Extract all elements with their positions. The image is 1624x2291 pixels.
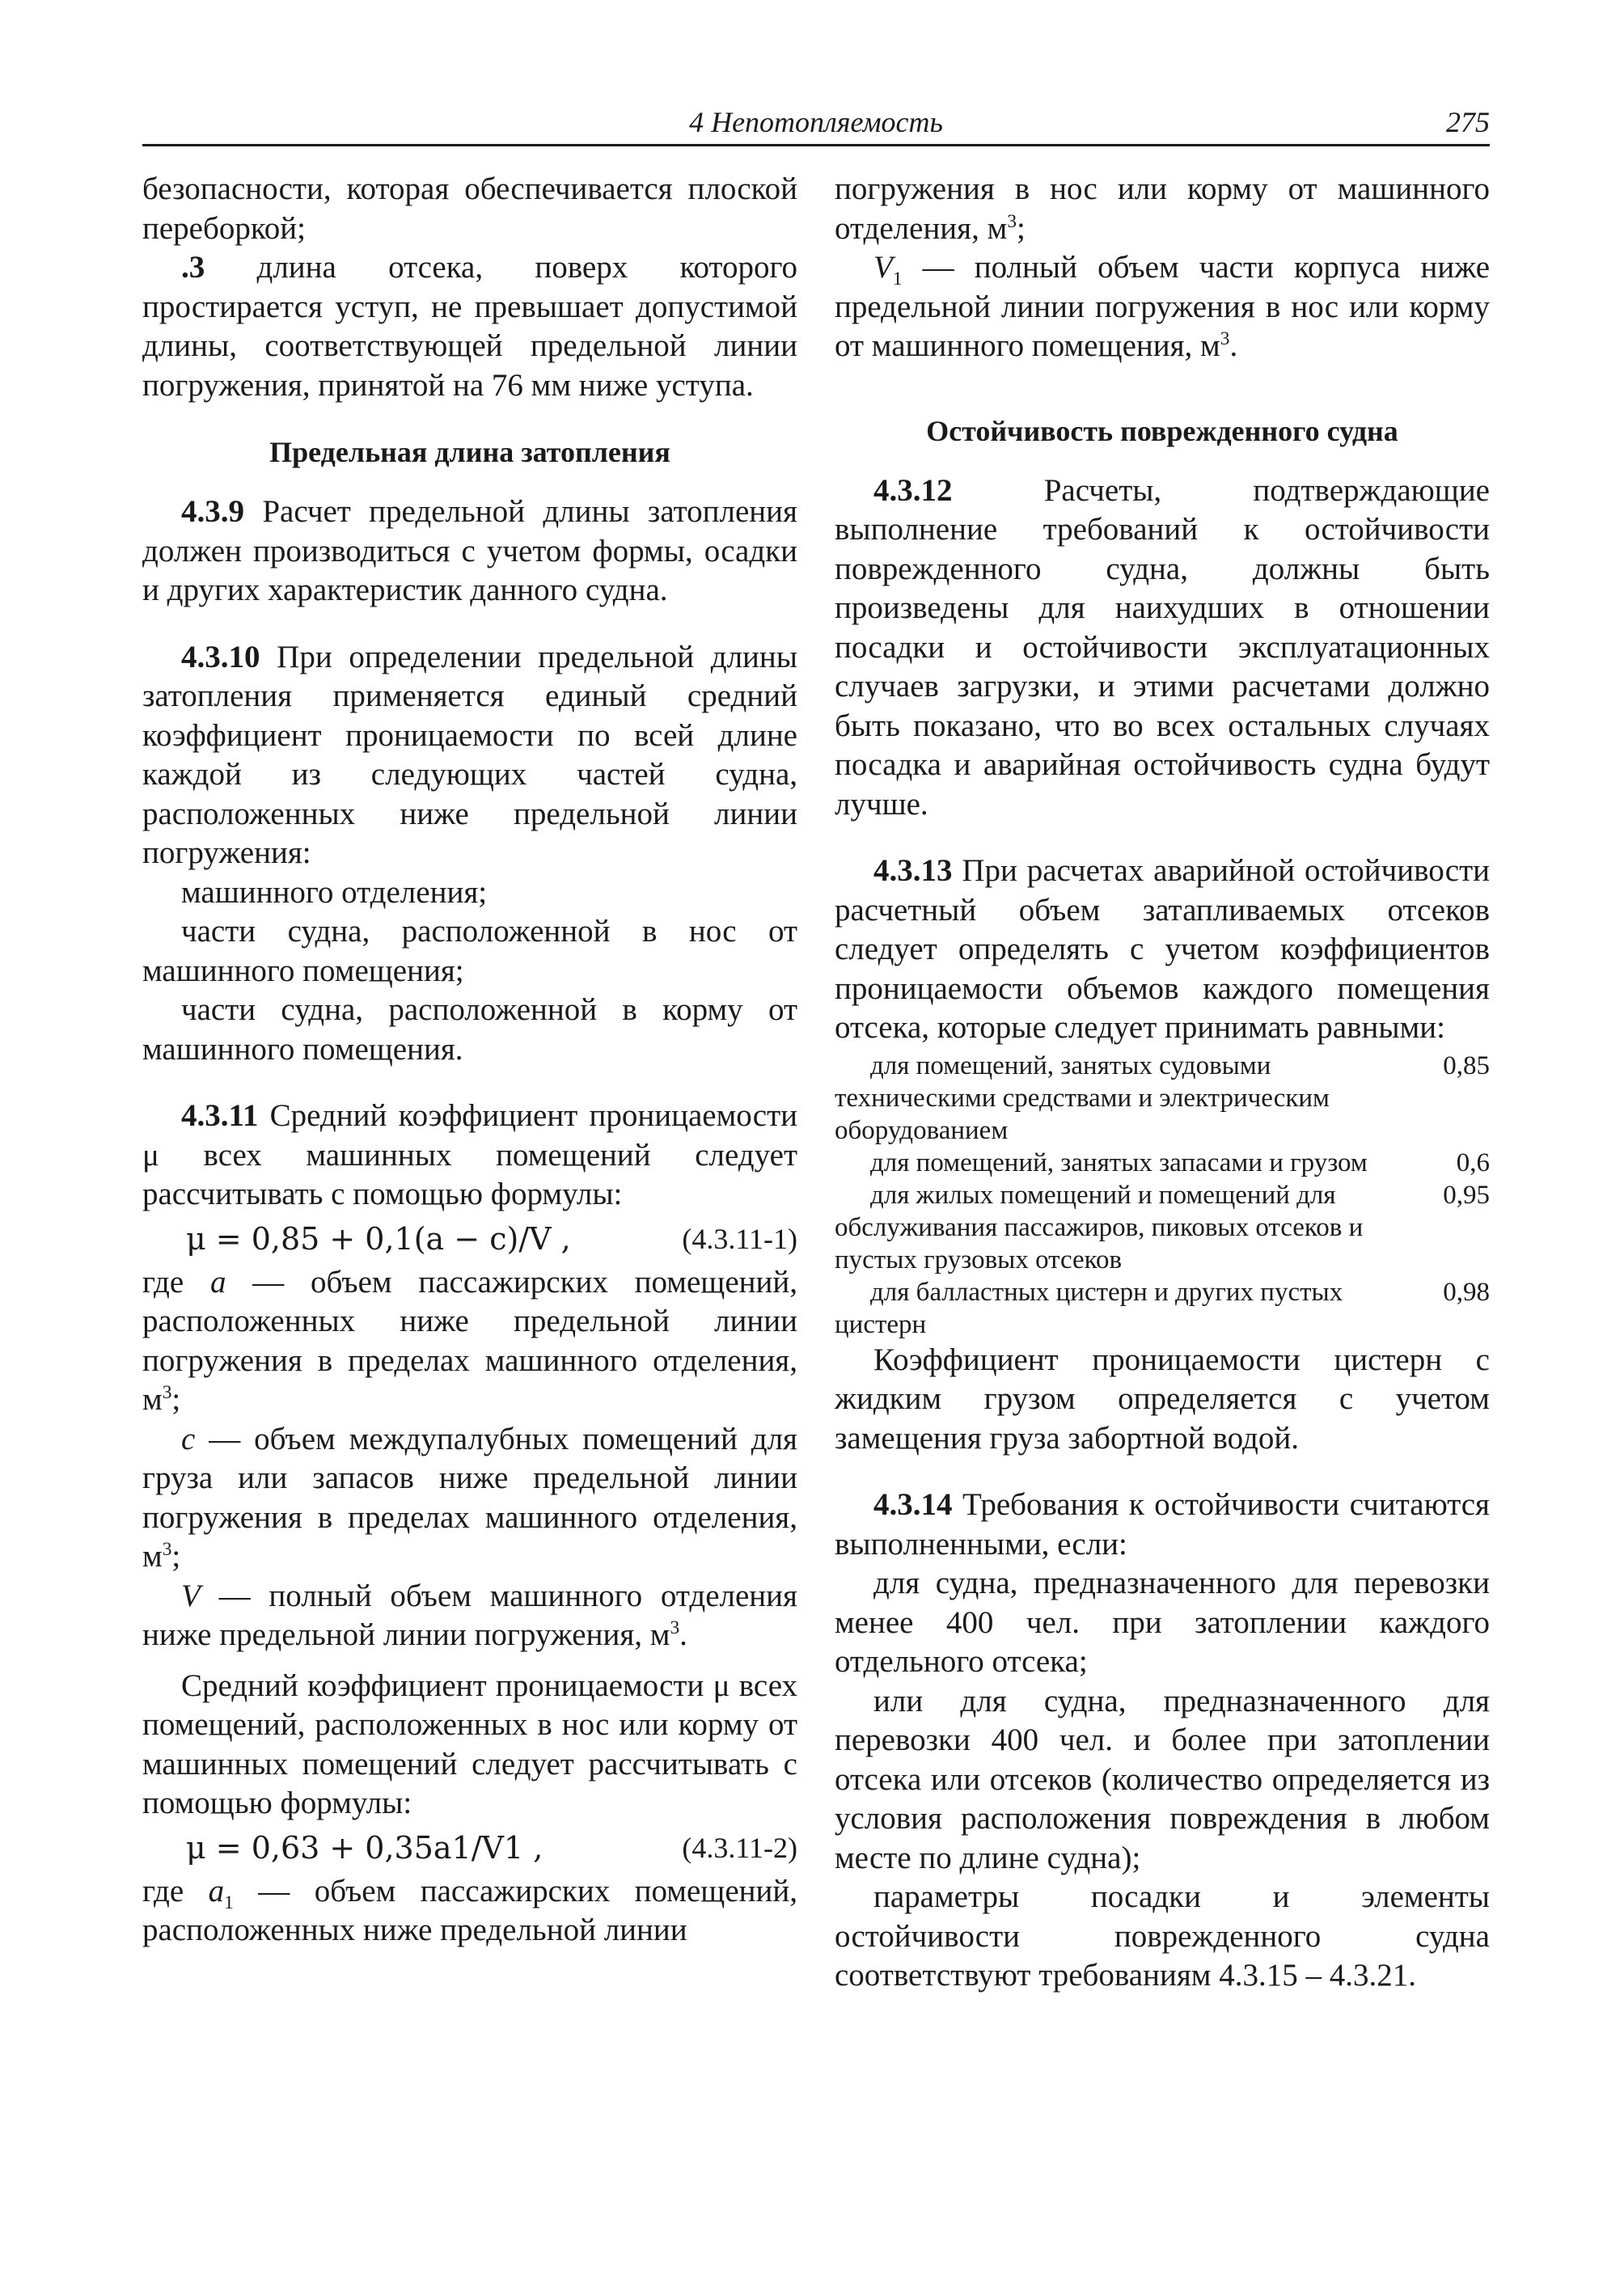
- definition-c: c — объем междупалубных помещений для груза или запасов ниже предельной линии погружения в пределах машинного отделения, $м^3$;: [142, 1421, 797, 1574]
- section-heading-flood-length: Предельная длина затопления: [269, 436, 670, 468]
- running-title: 4 Непотопляемость: [689, 106, 943, 138]
- list-item: части судна, расположенной в корму от машинного помещения.: [142, 992, 797, 1067]
- definition-v1: $V_1$ — полный объем части корпуса ниже предельной линии погружения в нос или корму от машинного помещения, $м^3$.: [835, 250, 1490, 363]
- formula-4-3-11-2: μ = 0,63 + 0,35a1/V1 , (4.3.11-2): [186, 1829, 797, 1866]
- paragraph: безопасности, которая обеспечивается плоской переборкой;: [142, 171, 797, 246]
- clause-4-3-9: 4.3.9 Расчет предельной длины затопления должен производиться с учетом формы, осадки и других характеристик данного судна.: [142, 494, 797, 607]
- formula-4-3-11-1: μ = 0,85 + 0,1(a − c)/V , (4.3.11-1): [186, 1220, 797, 1257]
- left-column: [142, 170, 797, 1951]
- list-item-3: .3 длина отсека, поверх которого простирается уступ, не превышает допустимой длины, соответствующей предельной линии погружения, принятой на 76 мм ниже уступа.: [142, 250, 797, 403]
- table-row: для помещений, занятых судовыми техническими средствами и электрическим оборудованием 0,85: [835, 1050, 1490, 1145]
- clause-4-3-13: 4.3.13 При расчетах аварийной остойчивости расчетный объем затапливаемых отсеков следует определять с учетом коэффициентов проницаемости объемов каждого помещения отсека, которые следует принимать равными:: [835, 853, 1490, 1045]
- page-number: 275: [1446, 106, 1490, 138]
- table-row: для балластных цистерн и других пустых цистерн 0,98: [835, 1277, 1490, 1339]
- paragraph-mean-coefficient: Средний коэффициент проницаемости μ всех помещений, расположенных в нос или корму от машинных помещений следует рассчитывать с помощью формулы:: [142, 1668, 797, 1820]
- section-heading-damaged-stability: Остойчивость поврежденного судна: [926, 414, 1398, 447]
- right-column: [835, 170, 1490, 1996]
- paragraph-tank-coefficient: Коэффициент проницаемости цистерн с жидким грузом определяется с учетом замещения груза забортной водой.: [835, 1342, 1490, 1456]
- definition-a: где a — объем пассажирских помещений, расположенных ниже предельной линии погружения в пределах машинного отделения, $м^3$;: [142, 1264, 797, 1417]
- clause-4-3-14: 4.3.14 Требования к остойчивости считаются выполненными, если:: [835, 1487, 1490, 1562]
- list-item: машинного отделения;: [181, 874, 488, 910]
- condition-item: параметры посадки и элементы остойчивости поврежденного судна соответствуют требованиям 4.3.15 – 4.3.21.: [835, 1879, 1490, 1993]
- paragraph: погружения в нос или корму от машинного отделения, $м^3$;: [835, 171, 1490, 246]
- clause-4-3-11: 4.3.11 Средний коэффициент проницаемости μ всех машинных помещений следует рассчитывать с помощью формулы:: [142, 1098, 797, 1211]
- condition-item: для судна, предназначенного для перевозки менее 400 чел. при затоплении каждого отдельного отсека;: [835, 1566, 1490, 1679]
- list-item: части судна, расположенной в нос от машинного помещения;: [142, 914, 797, 988]
- definition-a1: где $a_1$ — объем пассажирских помещений, расположенных ниже предельной линии: [142, 1873, 797, 1947]
- permeability-table: [835, 1050, 1490, 1341]
- table-row: для жилых помещений и помещений для обслуживания пассажиров, пиковых отсеков и пустых грузовых отсеков 0,95: [835, 1180, 1490, 1274]
- table-row: для помещений, занятых запасами и грузом 0,6: [870, 1148, 1490, 1177]
- clause-4-3-10: 4.3.10 При определении предельной длины затопления применяется единый средний коэффициент проницаемости по всей длине каждой из следующих частей судна, расположенных ниже предельной линии погружения:: [142, 639, 797, 870]
- definition-v: V — полный объем машинного отделения ниже предельной линии погружения, $м^3$.: [142, 1578, 797, 1652]
- condition-item: или для судна, предназначенного для перевозки 400 чел. и более при затоплении отсека или отсеков (количество определяется из условия расположения повреждения в любом месте по длине судна);: [835, 1683, 1490, 1875]
- page-header: [142, 104, 1490, 146]
- clause-4-3-12: 4.3.12 Расчеты, подтверждающие выполнение требований к остойчивости поврежденного судна, должны быть произведены для наихудших в отношении посадки и остойчивости эксплуатационных случаев загрузки, и этими расчетами должно быть показано, что во всех остальных случаях посадка и аварийная остойчивость судна будут лучше.: [835, 472, 1490, 822]
